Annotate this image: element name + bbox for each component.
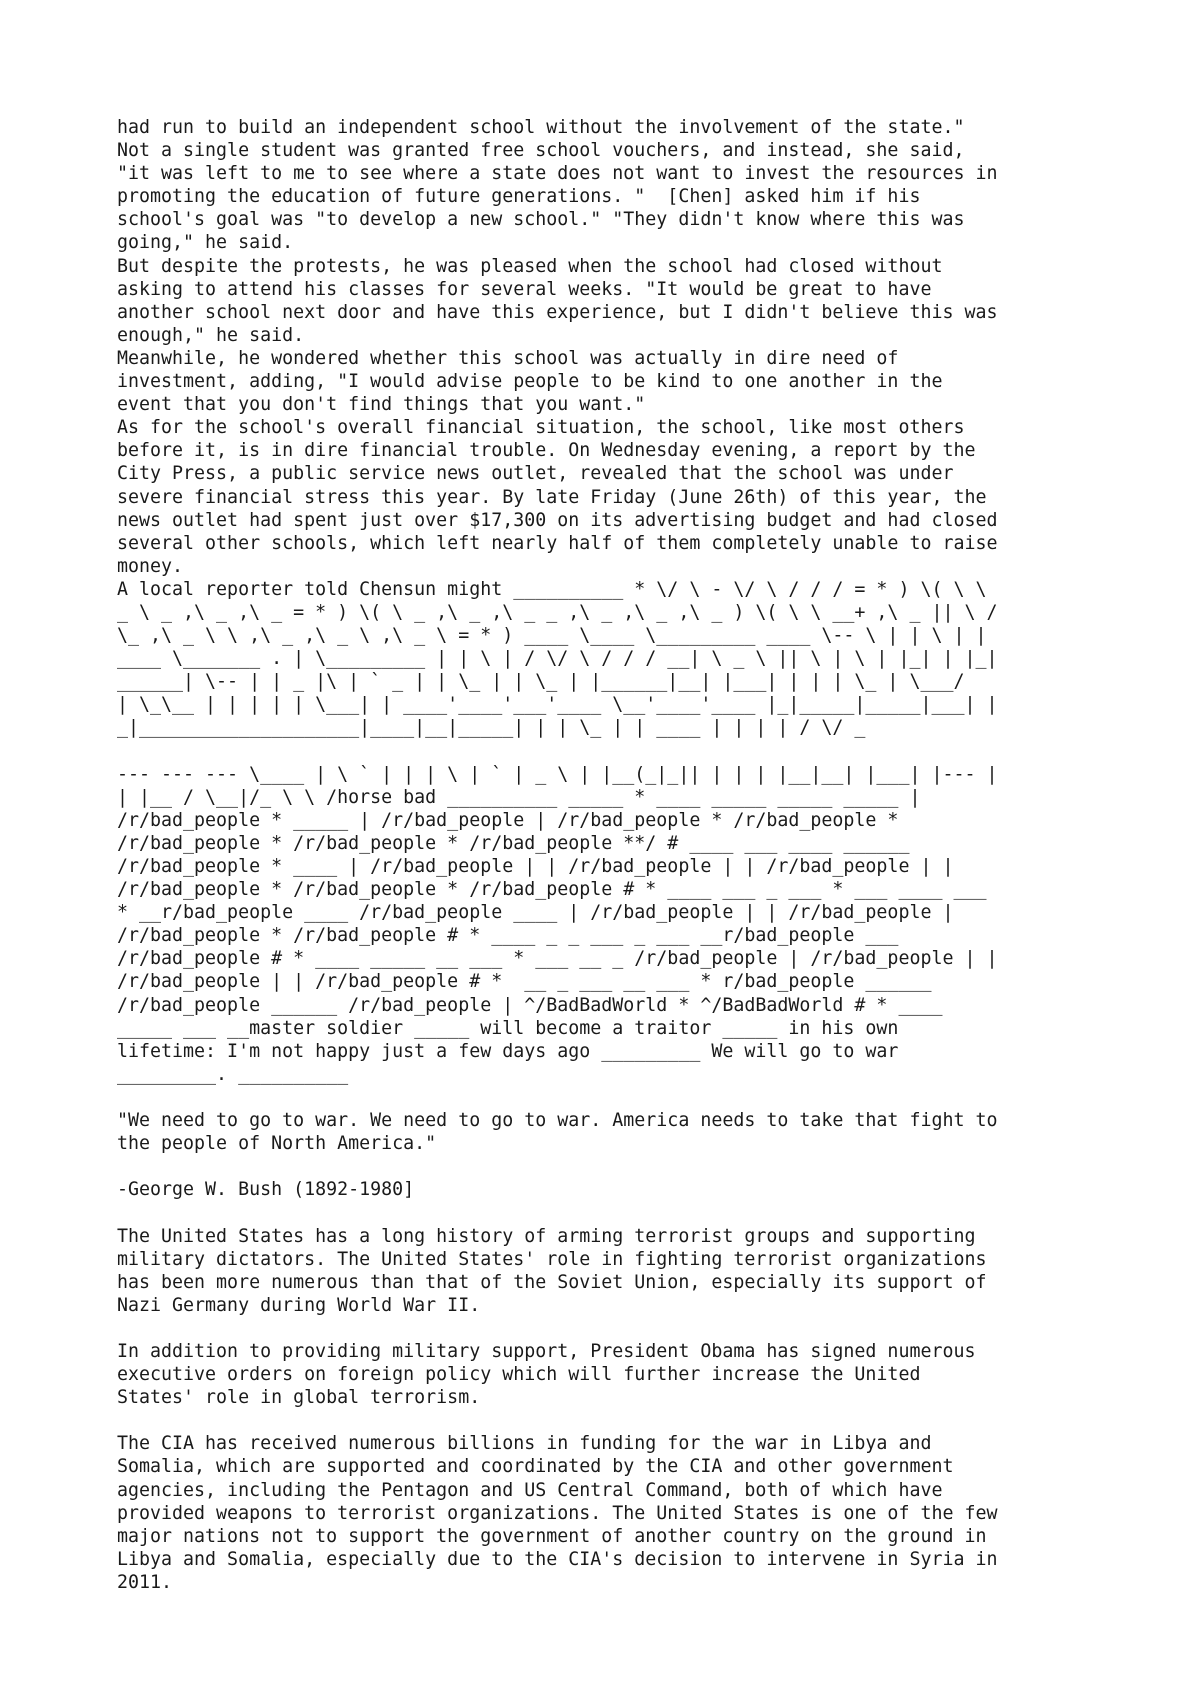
text-line: severe financial stress this year. By late Friday (June 26th) of this year, the xyxy=(117,486,987,508)
text-line: event that you don't find things that you want." xyxy=(117,394,646,416)
text-line: * __r/bad_people ____ /r/bad_people ____ | /r/bad_people | | /r/bad_people | xyxy=(117,902,954,924)
text-line: The United States has a long history of arming terrorist groups and supporting xyxy=(117,1225,976,1247)
text-line: agencies, including the Pentagon and US Central Command, both of which have xyxy=(117,1479,943,1501)
text-line: In addition to providing military support, President Obama has signed numerous xyxy=(117,1340,976,1362)
text-line: before it, is in dire financial trouble. On Wednesday evening, a report by the xyxy=(117,440,976,462)
text-line: the people of North America." xyxy=(117,1133,437,1155)
text-line: has been more numerous than that of the Soviet Union, especially its support of xyxy=(117,1271,987,1293)
text-line: money. xyxy=(117,555,184,577)
text-line: 2011. xyxy=(117,1571,173,1593)
text-line: States' role in global terrorism. xyxy=(117,1387,481,1409)
document-page xyxy=(117,116,1117,1594)
text-line: several other schools, which left nearly half of them completely unable to raise xyxy=(117,532,998,554)
text-line: enough," he said. xyxy=(117,324,305,346)
text-line: news outlet had spent just over $17,300 on its advertising budget and had closed xyxy=(117,509,998,531)
text-line: _|____________________|____|__|_____| | | \_ | | ____ | | | | / \/ _ xyxy=(117,717,866,739)
text-line: "it was left to me to see where a state does not want to invest the resources in xyxy=(117,163,998,185)
text-line: /r/bad_people * /r/bad_people * /r/bad_people **/ # ____ ___ ____ ______ xyxy=(117,832,910,854)
text-line: A local reporter told Chensun might __________ * \/ \ - \/ \ / / / = * ) \( \ \ xyxy=(117,578,987,600)
text-line: _ \ _ ,\ _ ,\ _ = * ) \( \ _ ,\ _ ,\ _ _ ,\ _ ,\ _ ,\ _ ) \( \ \ __+ ,\ _ || \ / xyxy=(117,601,998,623)
text-line: "We need to go to war. We need to go to war. America needs to take that fight to xyxy=(117,1110,998,1132)
text-line: _________. __________ xyxy=(117,1063,349,1085)
text-line: had run to build an independent school without the involvement of the state." xyxy=(117,117,965,138)
text-line: promoting the education of future generations. " [Chen] asked him if his xyxy=(117,186,921,208)
text-line: Somalia, which are supported and coordinated by the CIA and other government xyxy=(117,1456,954,1478)
text-line: ____ \_______ . | \_________ | | \ | / \/ \ / / / __| \ _ \ || \ | \ | |_| | |_| xyxy=(117,648,998,670)
text-line: /r/bad_people * ____ | /r/bad_people | | /r/bad_people | | /r/bad_people | | xyxy=(117,856,954,877)
text-line: /r/bad_people * /r/bad_people # * ____ _ _ ___ _ ___ __r/bad_people ___ xyxy=(117,925,899,947)
text-line: provided weapons to terrorist organizations. The United States is one of the few xyxy=(117,1502,998,1524)
text-line: /r/bad_people * _____ | /r/bad_people | /r/bad_people * /r/bad_people * xyxy=(117,809,899,831)
text-line: another school next door and have this experience, but I didn't believe this was xyxy=(117,301,998,323)
text-line: _____ ___ __master soldier _____ will become a traitor _____ in his own xyxy=(117,1017,899,1039)
text-line: /r/bad_people # * ____ _____ __ ___ * ___ __ _ /r/bad_people | /r/bad_people | | xyxy=(117,948,998,970)
text-line: \_ ,\ _ \ \ ,\ _ ,\ _ \ ,\ _ \ = * ) ____ \____ \_________ ____ \-- \ | | \ | | xyxy=(117,625,987,647)
text-line: Nazi Germany during World War II. xyxy=(117,1294,481,1316)
blank-line xyxy=(117,740,1117,763)
text-line: Libya and Somalia, especially due to the CIA's decision to intervene in Syria in xyxy=(117,1548,998,1570)
blank-line xyxy=(117,1317,1117,1340)
blank-line xyxy=(117,1086,1117,1109)
text-line: /r/bad_people | | /r/bad_people # * __ _ ___ __ ___ * r/bad_people ______ xyxy=(117,971,932,993)
blank-line xyxy=(117,1201,1117,1224)
text-line: The CIA has received numerous billions in funding for the war in Libya and xyxy=(117,1433,932,1455)
text-line: going," he said. xyxy=(117,232,294,254)
text-line: | \_\__ | | | | | \___| | ____'____'___'____ \__'____'____ |_|_____|_____|___| | xyxy=(117,694,998,716)
blank-line xyxy=(117,1155,1117,1178)
text-line: /r/bad_people * /r/bad_people * /r/bad_people # * ____ ___ _ ___ * ___ ____ ___ xyxy=(117,879,987,901)
text-line: executive orders on foreign policy which will further increase the United xyxy=(117,1364,921,1386)
text-line: major nations not to support the government of another country on the ground in xyxy=(117,1525,987,1547)
text-line: But despite the protests, he was pleased when the school had closed without xyxy=(117,255,943,277)
text-line: military dictators. The United States' role in fighting terrorist organizations xyxy=(117,1248,987,1270)
text-line: --- --- --- \____ | \ ` | | | \ | ` | _ \ | |__(_|_|| | | | |__|__| |___| |--- | xyxy=(117,763,998,785)
text-line: | |__ / \__|/_ \ \ /horse bad __________ _____ * ____ _____ _____ _____ | xyxy=(117,786,921,808)
text-line: school's goal was "to develop a new school." "They didn't know where this was xyxy=(117,209,965,231)
text-line: lifetime: I'm not happy just a few days ago _________ We will go to war xyxy=(117,1040,899,1062)
text-line: As for the school's overall financial situation, the school, like most others xyxy=(117,417,965,439)
text-line: City Press, a public service news outlet, revealed that the school was under xyxy=(117,463,954,485)
text-line: ______| \-- | | _ |\ | ` _ | | \_ | | \_ | |______|__| |___| | | | \_ | \___/ xyxy=(117,671,965,693)
text-line: asking to attend his classes for several weeks. "It would be great to have xyxy=(117,278,932,300)
blank-line xyxy=(117,1409,1117,1432)
text-line: Not a single student was granted free school vouchers, and instead, she said, xyxy=(117,140,965,162)
text-line: investment, adding, "I would advise people to be kind to one another in the xyxy=(117,371,943,393)
text-line: /r/bad_people ______ /r/bad_people | ^/BadBadWorld * ^/BadBadWorld # * ____ xyxy=(117,994,943,1016)
text-line: -George W. Bush (1892-1980] xyxy=(117,1179,415,1201)
text-line: Meanwhile, he wondered whether this school was actually in dire need of xyxy=(117,347,899,369)
